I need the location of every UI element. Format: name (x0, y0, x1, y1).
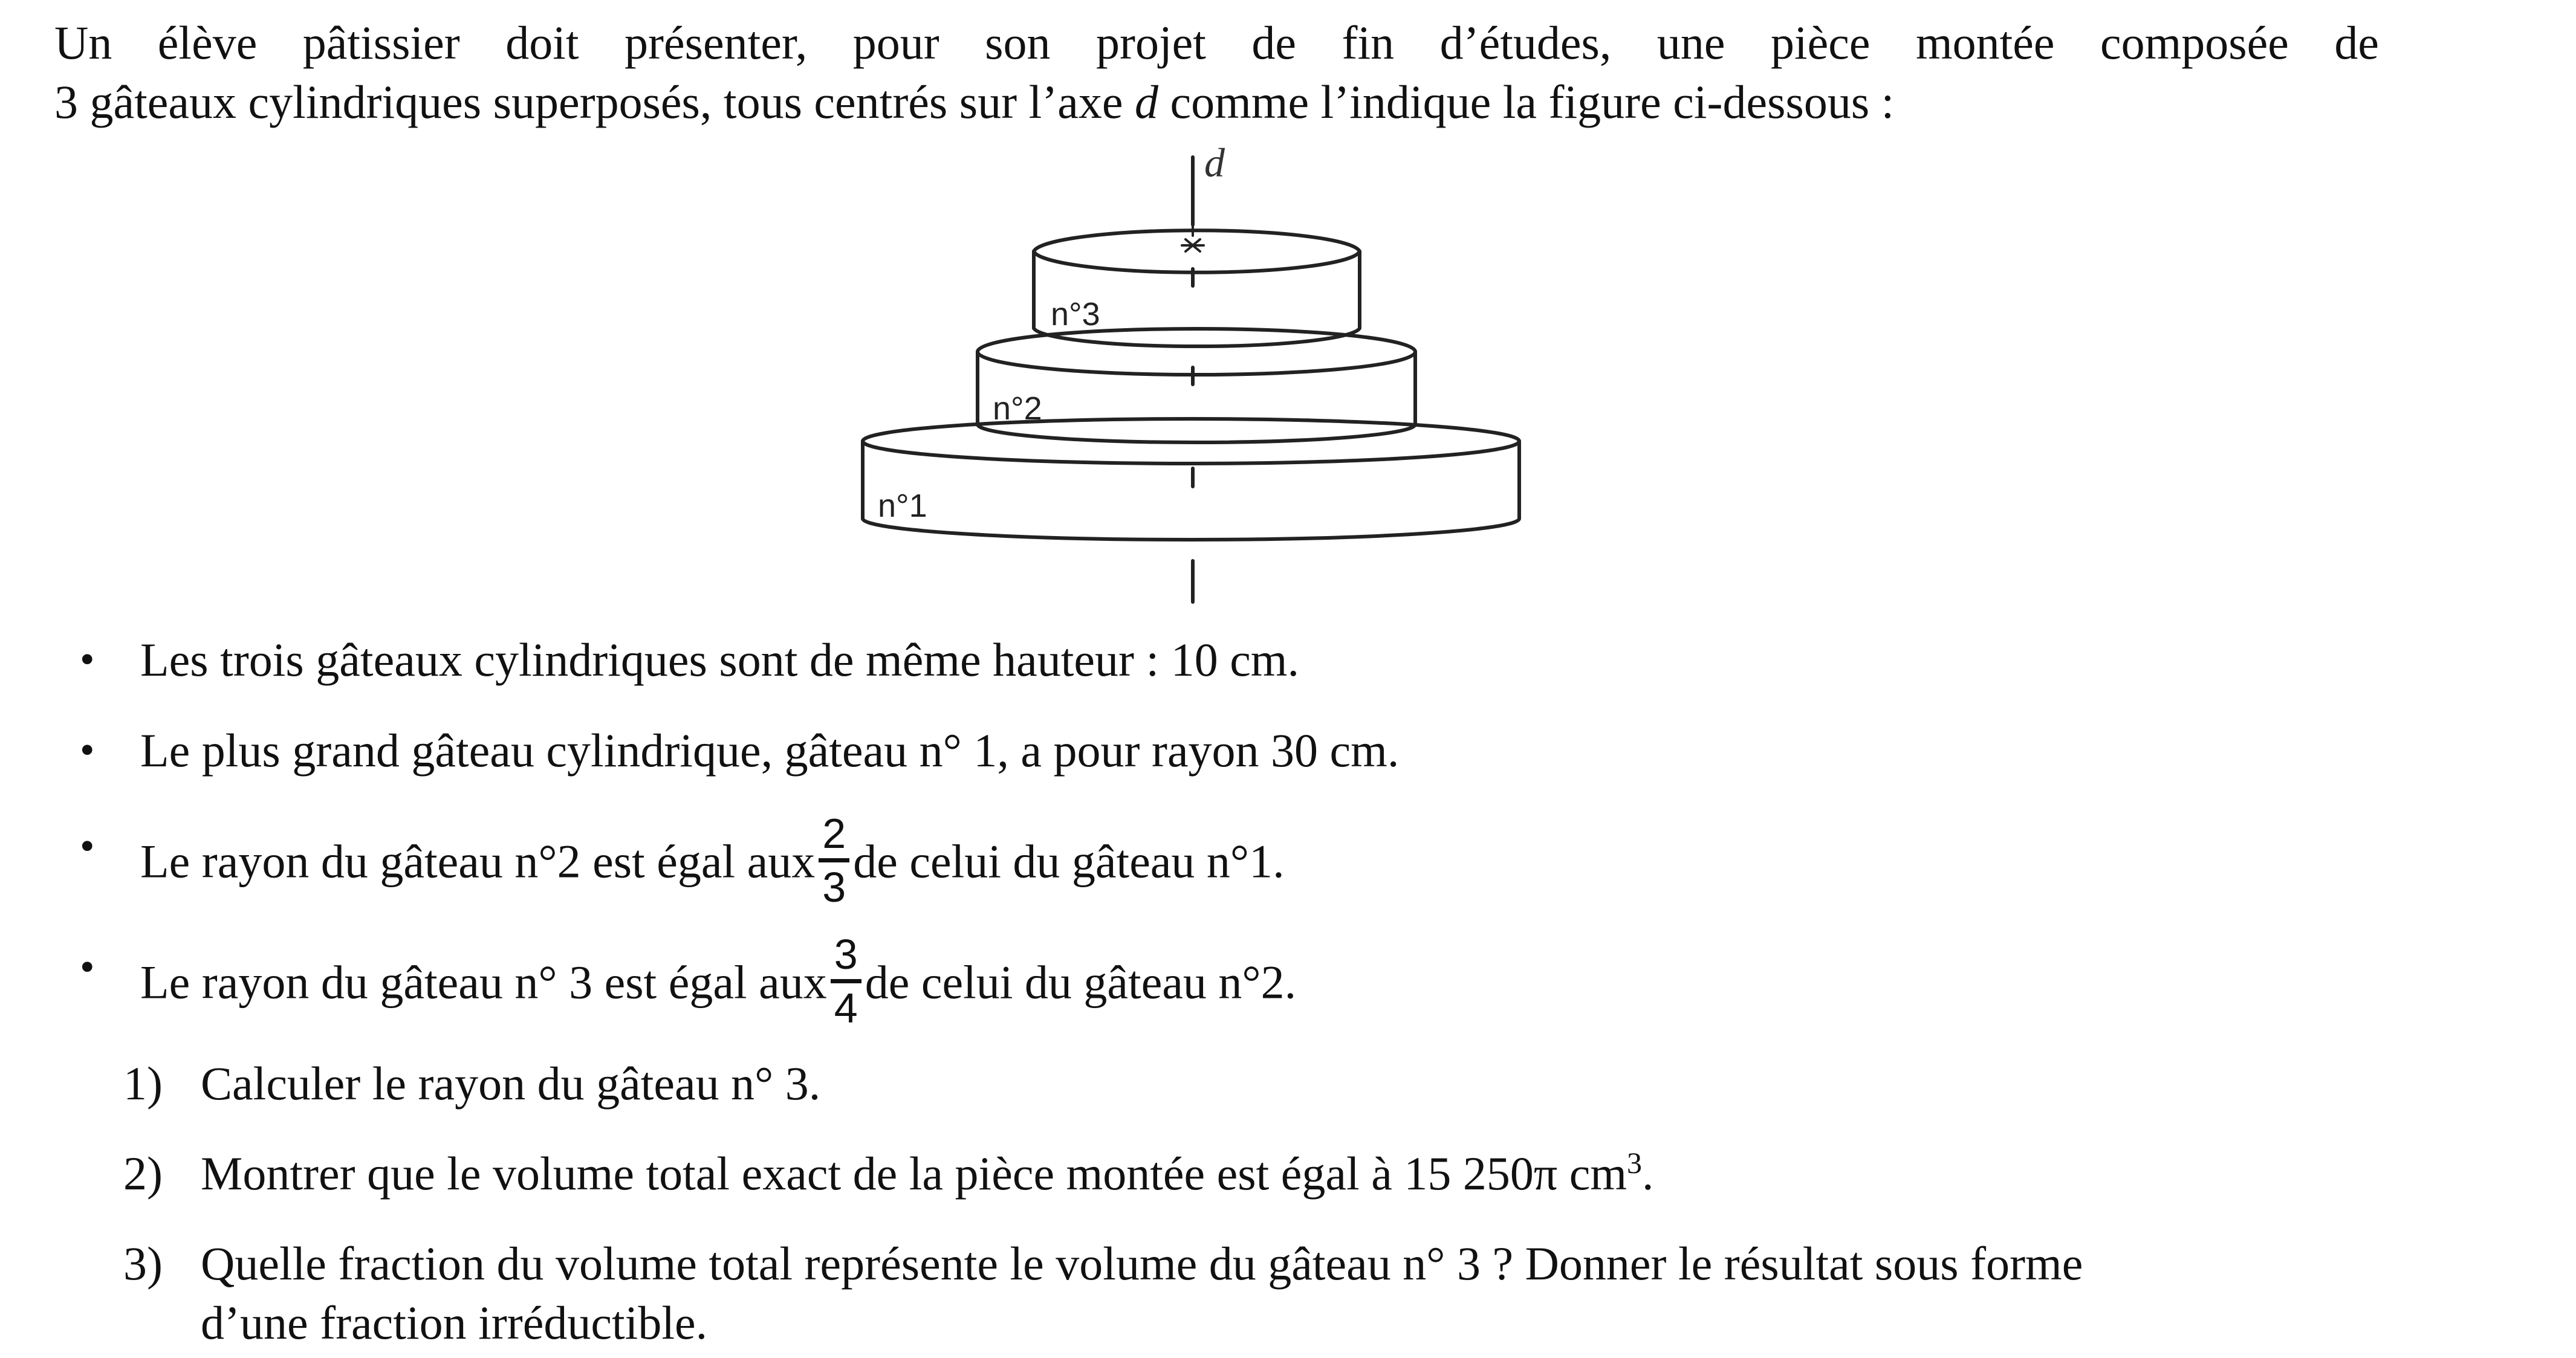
question-text-end: . (1642, 1147, 1654, 1200)
fraction-two-thirds (819, 811, 849, 910)
question-number: 3) (123, 1237, 163, 1290)
bullet-item-height (80, 630, 1299, 690)
bullet-text-before: Le rayon du gâteau n° 3 est égal aux (140, 955, 827, 1009)
question-text (201, 1144, 2462, 1203)
bullet-item-radius-1 (80, 721, 1400, 780)
question-number: 2) (123, 1147, 163, 1200)
bullet-dot: • (80, 636, 95, 683)
question-text-line-2: d’une fraction irréductible. (201, 1296, 708, 1349)
fraction-denominator: 4 (834, 985, 858, 1032)
bullet-text-before: Le rayon du gâteau n°2 est égal aux (140, 835, 816, 888)
question-text-main: Montrer que le volume total exact de la pièce montée est égal à 15 250π cm (201, 1147, 1627, 1200)
cake-1-label: n°1 (878, 488, 927, 524)
fraction-denominator: 3 (822, 864, 846, 911)
bullet-dot: • (80, 823, 95, 870)
question-number: 1) (123, 1057, 163, 1110)
intro-line-1: Un élève pâtissier doit présenter, pour son projet de fin d’études, une pièce montée composée de (54, 16, 2379, 69)
bullet-dot: • (80, 944, 95, 991)
cake-2-label: n°2 (993, 390, 1042, 427)
bullet-item-radius-2 (80, 810, 1285, 916)
fraction-numerator: 3 (831, 932, 861, 983)
bullet-dot: • (80, 727, 95, 774)
fraction-three-quarters (831, 932, 861, 1030)
bullet-text: Les trois gâteaux cylindriques sont de même hauteur : 10 cm. (140, 633, 1299, 686)
question-text-line-1: Quelle fraction du volume total représente le volume du gâteau n° 3 ? Donner le résultat sous forme (201, 1237, 2083, 1290)
intro-line-2-start: 3 gâteaux cylindriques superposés, tous centrés sur l’axe (54, 76, 1135, 128)
axis-name: d (1135, 76, 1158, 128)
intro-line-2-end: comme l’indique la figure ci-dessous : (1158, 76, 1895, 128)
bullet-text-after: de celui du gâteau n°1. (853, 835, 1285, 888)
cube-exponent: 3 (1627, 1146, 1643, 1180)
cake-3-label: n°3 (1051, 296, 1100, 332)
bullet-text: Le plus grand gâteau cylindrique, gâteau n° 1, a pour rayon 30 cm. (140, 724, 1400, 777)
bullet-text-after: de celui du gâteau n°2. (865, 955, 1297, 1009)
axis-label: d (1204, 140, 1225, 186)
fraction-numerator: 2 (819, 811, 849, 862)
question-text: Calculer le rayon du gâteau n° 3. (201, 1057, 821, 1110)
bullet-item-radius-3 (80, 931, 1297, 1036)
